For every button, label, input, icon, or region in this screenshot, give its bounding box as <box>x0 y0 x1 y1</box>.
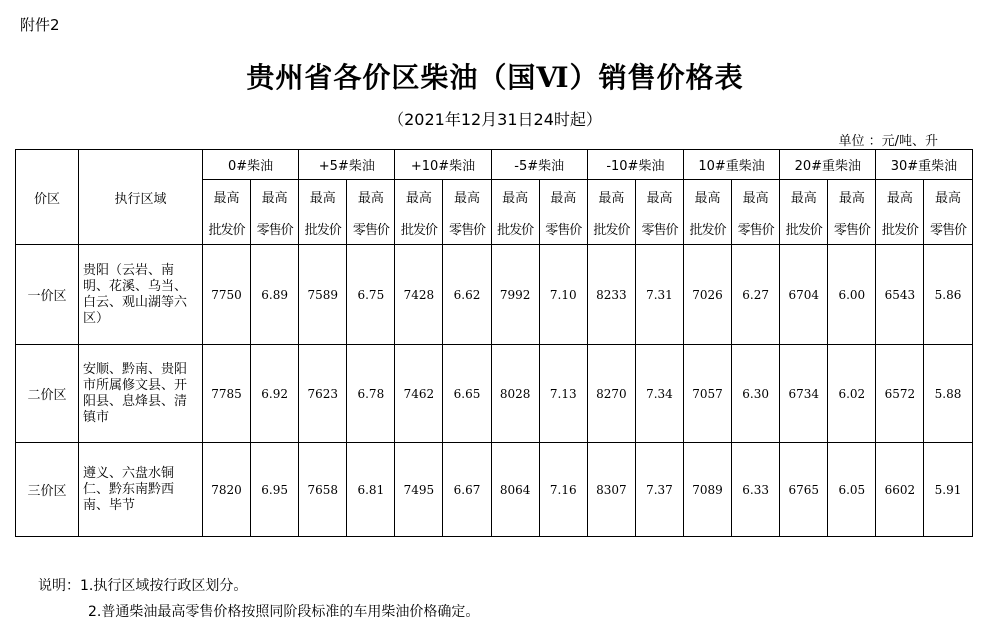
table-row <box>16 443 973 537</box>
price-cell: 6.00 <box>828 245 876 345</box>
price-table <box>15 149 973 537</box>
header-retail: 零售价 <box>347 214 395 245</box>
area-cell: 贵阳（云岩、南明、花溪、乌当、白云、观山湖等六区） <box>79 245 203 345</box>
page-subtitle: （2021年12月31日24时起） <box>388 110 602 129</box>
header-fuel: -10#柴油 <box>587 150 683 180</box>
header-wholesale: 批发价 <box>491 214 539 245</box>
header-max: 最高 <box>684 180 732 214</box>
price-cell: 7.34 <box>635 345 683 443</box>
header-row-fuels <box>16 150 973 180</box>
header-wholesale: 批发价 <box>587 214 635 245</box>
price-cell: 7.10 <box>539 245 587 345</box>
header-wholesale: 批发价 <box>203 214 251 245</box>
header-fuel: +5#柴油 <box>299 150 395 180</box>
header-wholesale: 批发价 <box>299 214 347 245</box>
header-retail: 零售价 <box>924 214 972 245</box>
header-fuel: +10#柴油 <box>395 150 491 180</box>
header-max: 最高 <box>491 180 539 214</box>
notes <box>38 573 479 625</box>
unit-label: 单位 ：元/吨、升 <box>838 134 938 149</box>
header-fuel: 30#重柴油 <box>876 150 972 180</box>
header-retail: 零售价 <box>635 214 683 245</box>
price-cell: 8028 <box>491 345 539 443</box>
price-cell: 6.27 <box>732 245 780 345</box>
header-fuel: -5#柴油 <box>491 150 587 180</box>
price-cell: 6.89 <box>251 245 299 345</box>
price-cell: 8064 <box>491 443 539 537</box>
price-cell: 7.37 <box>635 443 683 537</box>
price-cell: 7992 <box>491 245 539 345</box>
price-cell: 6.78 <box>347 345 395 443</box>
header-zone: 价区 <box>16 150 79 245</box>
price-cell: 6734 <box>780 345 828 443</box>
area-cell: 遵义、六盘水铜仁、黔东南黔西南、毕节 <box>79 443 203 537</box>
header-retail: 零售价 <box>251 214 299 245</box>
price-cell: 6704 <box>780 245 828 345</box>
price-cell: 6.65 <box>443 345 491 443</box>
header-wholesale: 批发价 <box>395 214 443 245</box>
note-line: 说明：1.执行区域按行政区划分。 <box>38 578 248 594</box>
price-cell: 7462 <box>395 345 443 443</box>
header-retail: 零售价 <box>443 214 491 245</box>
header-max: 最高 <box>828 180 876 214</box>
price-cell: 6.67 <box>443 443 491 537</box>
price-cell: 5.91 <box>924 443 972 537</box>
price-cell: 7057 <box>684 345 732 443</box>
zone-cell: 二价区 <box>16 345 79 443</box>
price-cell: 7820 <box>203 443 251 537</box>
price-cell: 7658 <box>299 443 347 537</box>
header-fuel: 0#柴油 <box>203 150 299 180</box>
header-max: 最高 <box>443 180 491 214</box>
price-cell: 6602 <box>876 443 924 537</box>
header-wholesale: 批发价 <box>684 214 732 245</box>
note-line: 2.普通柴油最高零售价格按照同阶段标准的车用柴油价格确定。 <box>88 604 480 620</box>
price-cell: 7026 <box>684 245 732 345</box>
price-cell: 6.75 <box>347 245 395 345</box>
header-wholesale: 批发价 <box>780 214 828 245</box>
price-cell: 6.33 <box>732 443 780 537</box>
header-max: 最高 <box>395 180 443 214</box>
header-retail: 零售价 <box>828 214 876 245</box>
attachment-label: 附件2 <box>20 16 60 34</box>
header-max: 最高 <box>299 180 347 214</box>
header-max: 最高 <box>203 180 251 214</box>
header-max: 最高 <box>635 180 683 214</box>
price-cell: 6.81 <box>347 443 395 537</box>
header-max: 最高 <box>539 180 587 214</box>
price-cell: 6.95 <box>251 443 299 537</box>
price-cell: 6765 <box>780 443 828 537</box>
header-retail: 零售价 <box>732 214 780 245</box>
table-row <box>16 245 973 345</box>
price-cell: 7.13 <box>539 345 587 443</box>
price-cell: 8233 <box>587 245 635 345</box>
header-retail: 零售价 <box>539 214 587 245</box>
price-cell: 6.05 <box>828 443 876 537</box>
price-cell: 6.92 <box>251 345 299 443</box>
price-cell: 7623 <box>299 345 347 443</box>
header-fuel: 20#重柴油 <box>780 150 876 180</box>
price-cell: 6572 <box>876 345 924 443</box>
table-row <box>16 345 973 443</box>
price-cell: 8307 <box>587 443 635 537</box>
price-cell: 7428 <box>395 245 443 345</box>
price-cell: 7.16 <box>539 443 587 537</box>
header-wholesale: 批发价 <box>876 214 924 245</box>
area-cell: 安顺、黔南、贵阳市所属修文县、开阳县、息烽县、清镇市 <box>79 345 203 443</box>
zone-cell: 三价区 <box>16 443 79 537</box>
header-max: 最高 <box>347 180 395 214</box>
price-cell: 6.02 <box>828 345 876 443</box>
price-cell: 8270 <box>587 345 635 443</box>
price-cell: 5.86 <box>924 245 972 345</box>
header-max: 最高 <box>587 180 635 214</box>
price-cell: 7.31 <box>635 245 683 345</box>
price-cell: 5.88 <box>924 345 972 443</box>
page-title: 贵州省各价区柴油（国Ⅵ）销售价格表 <box>246 61 744 94</box>
header-max: 最高 <box>251 180 299 214</box>
price-cell: 7089 <box>684 443 732 537</box>
price-cell: 7750 <box>203 245 251 345</box>
price-cell: 6.62 <box>443 245 491 345</box>
price-cell: 6543 <box>876 245 924 345</box>
price-cell: 7589 <box>299 245 347 345</box>
price-cell: 7785 <box>203 345 251 443</box>
header-fuel: 10#重柴油 <box>684 150 780 180</box>
zone-cell: 一价区 <box>16 245 79 345</box>
header-max: 最高 <box>876 180 924 214</box>
header-max: 最高 <box>924 180 972 214</box>
header-max: 最高 <box>780 180 828 214</box>
price-cell: 6.30 <box>732 345 780 443</box>
price-cell: 7495 <box>395 443 443 537</box>
header-max: 最高 <box>732 180 780 214</box>
header-area: 执行区域 <box>79 150 203 245</box>
